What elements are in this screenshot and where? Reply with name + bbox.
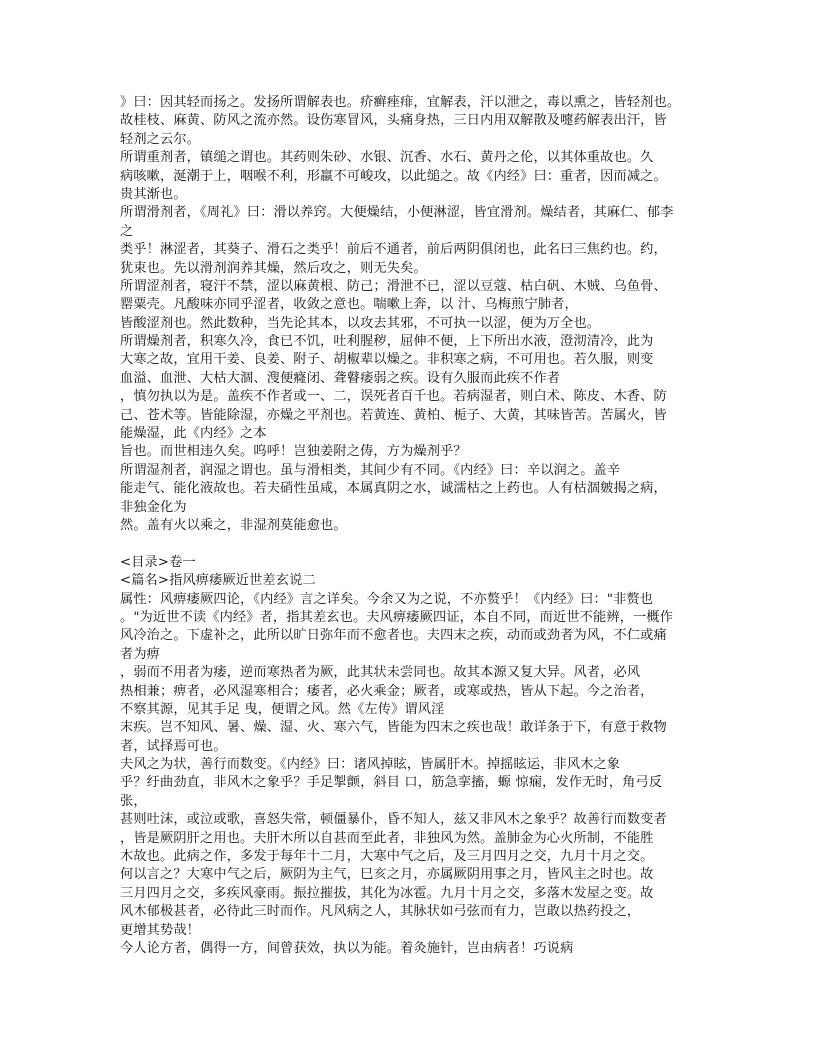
text-line-19: 能燥湿，此《内经》之本 xyxy=(120,426,267,442)
text-line-1: 》曰：因其轻而扬之。发扬所谓解表也。疥癣痤痱，宜解表，汗以泄之，毒以熏之，皆轻剂也。 xyxy=(120,95,681,110)
text-line-4: 所谓重剂者，镇缒之谓也。其药则朱砂、水银、沉香、水石、黄丹之伦，以其体重故也。久 xyxy=(120,150,654,166)
blank-line xyxy=(120,535,698,553)
document-page xyxy=(120,94,698,977)
text-line-43: 何以言之？大寒中气之后，厥阴为主气，巳亥之月，亦属厥阴用事之月，皆风主之时也。故 xyxy=(120,867,654,883)
text-line-10: 犹束也。先以滑剂润养其燥，然后攻之，则无失矣。 xyxy=(120,260,427,276)
text-line-15: 大寒之故，宜用干姜、良姜、附子、胡椒辈以燥之。非积寒之病，不可用也。若久服，则变 xyxy=(120,352,654,368)
text-line-2: 故桂枝、麻黄、防风之流亦然。设伤寒冒风，头痛身热，三日内用双解散及嚏药解表出汗，皆 xyxy=(120,113,667,129)
text-line-21: 所谓湿剂者，润湿之谓也。虽与滑相类，其间少有不同。《内经》曰：辛以润之。盖辛 xyxy=(120,462,621,478)
text-line-11: 所谓涩剂者，寝汗不禁，涩以麻黄根、防己；滑泄不已，涩以豆蔻、枯白矾、木贼、乌鱼骨、 xyxy=(120,278,667,294)
text-line-24: 然。盖有火以乘之，非湿剂莫能愈也。 xyxy=(120,517,347,533)
text-line-29: 。"为近世不读《内经》者，指其差玄也。夫风痹痿厥四证，本自不同，而近世不能辨，一概作 xyxy=(120,609,674,625)
text-line-33: 热相兼；痹者，必风湿寒相合；痿者，必火乘金；厥者，或寒或热，皆从下起。今之治者， xyxy=(120,683,654,699)
text-line-36: 者，试择焉可也。 xyxy=(120,738,227,754)
text-line-44: 三月四月之交，多疾风豪雨。振拉摧拔，其化为冰雹。九月十月之交，多落木发屋之变。故 xyxy=(120,885,654,901)
text-line-5: 病咳嗽，涎潮于上，咽喉不利，形羸不可峻攻，以此缒之。故《内经》曰：重者，因而减之。 xyxy=(120,168,667,184)
text-line-17: ，慎勿执以为是。盖疾不作者或一、二，误死者百千也。若病湿者，则白术、陈皮、木香、防 xyxy=(120,389,667,405)
text-line-35: 末疾。岂不知风、暑、燥、湿、火、寒六气，皆能为四末之疾也哉！敢详条于下，有意于救物 xyxy=(120,720,667,736)
text-line-6: 贵其渐也。 xyxy=(120,186,187,202)
text-line-40: 甚则吐沫，或泣或歌，喜怒失常，顿僵暴仆，昏不知人，兹又非风木之象乎？故善行而数变者 xyxy=(120,812,667,828)
text-line-8: 之 xyxy=(120,223,134,239)
text-line-47: 今人论方者，偶得一方，间曾获效，执以为能。着灸施针，岂由病者！巧说病 xyxy=(120,940,574,956)
text-line-42: 木故也。此病之作，多发于每年十二月，大寒中气之后，及三月四月之交，九月十月之交。 xyxy=(120,849,654,865)
text-line-3: 轻剂之云尔。 xyxy=(120,131,201,147)
text-line-39: 张， xyxy=(120,793,147,809)
text-line-48 xyxy=(120,958,698,976)
text-line-45: 风木郁极甚者，必待此三时而作。凡风病之人，其脉状如弓弦而有力，岂敢以热药投之， xyxy=(120,904,641,920)
text-line-31: 者为痹 xyxy=(120,646,161,662)
text-line-37: 夫风之为状，善行而数变。《内经》曰：诸风掉眩，皆属肝木。掉摇眩运，非风木之象 xyxy=(120,757,621,773)
text-line-18: 己、苍术等。皆能除湿，亦燥之平剂也。若黄连、黄柏、栀子、大黄，其味皆苦。苦属火，皆 xyxy=(120,407,667,423)
text-line-34: 不察其源，见其手足 曳，便谓之风。然《左传》谓风淫 xyxy=(120,701,445,717)
text-line-9: 类乎！淋涩者，其葵子、滑石之类乎！前后不通者，前后两阴俱闭也，此名曰三焦约也。约， xyxy=(120,242,667,258)
text-line-28: 属性：风痹痿厥四论，《内经》言之详矣。今余又为之说，不亦赘乎！《内经》曰："非赘也 xyxy=(120,591,654,607)
text-line-41: ，皆是厥阴肝之用也。夫肝木所以自甚而至此者，非独风为然。盖肺金为心火所制，不能胜 xyxy=(120,830,654,846)
chapter-title: <篇名>指风痹痿厥近世差玄说二 xyxy=(120,573,316,589)
text-line-20: 旨也。而世相违久矣。呜呼！岂独姜附之俦，方为燥剂乎？ xyxy=(120,444,467,460)
text-line-30: 风冷治之。下虚补之，此所以旷日弥年而不愈者也。夫四末之疾，动而或劲者为风，不仁或痛 xyxy=(120,628,667,644)
text-line-38: 乎？纡曲劲直，非风木之象乎？手足掣颤，斜目 口，筋急挛搐，螈 惊痫，发作无时，角弓反 xyxy=(120,775,663,791)
text-line-12: 罂粟壳。凡酸味亦同乎涩者，收敛之意也。喘嗽上奔，以 汁、乌梅煎宁肺者， xyxy=(120,297,578,313)
text-line-13: 皆酸涩剂也。然此数种，当先论其本，以攻去其邪，不可执一以涩，便为万全也。 xyxy=(120,315,601,331)
text-line-22: 能走气、能化液故也。若夫硝性虽咸，本属真阴之水，诚濡枯之上药也。人有枯涸皴揭之病， xyxy=(120,481,667,497)
text-line-46: 更增其势哉！ xyxy=(120,922,201,938)
text-line-16: 血溢、血泄、大枯大涸、溲便癃闭、聋瞽痿弱之疾。设有久服而此疾不作者 xyxy=(120,370,561,386)
text-line-14: 所谓燥剂者，积寒久冷，食已不饥，吐利腥秽，屈伸不便，上下所出水液，澄沏清冷，此为 xyxy=(120,334,654,350)
text-line-32: ，弱而不用者为痿，逆而寒热者为厥，此其状未尝同也。故其本源又复大异。风者，必风 xyxy=(120,665,641,681)
catalog-heading: <目录>卷一 xyxy=(120,554,196,570)
text-line-7: 所谓滑剂者，《周礼》曰：滑以养窍。大便燥结，小便淋涩，皆宜滑剂。燥结者，其麻仁、郁李 xyxy=(120,205,674,221)
text-line-23: 非独金化为 xyxy=(120,499,187,515)
